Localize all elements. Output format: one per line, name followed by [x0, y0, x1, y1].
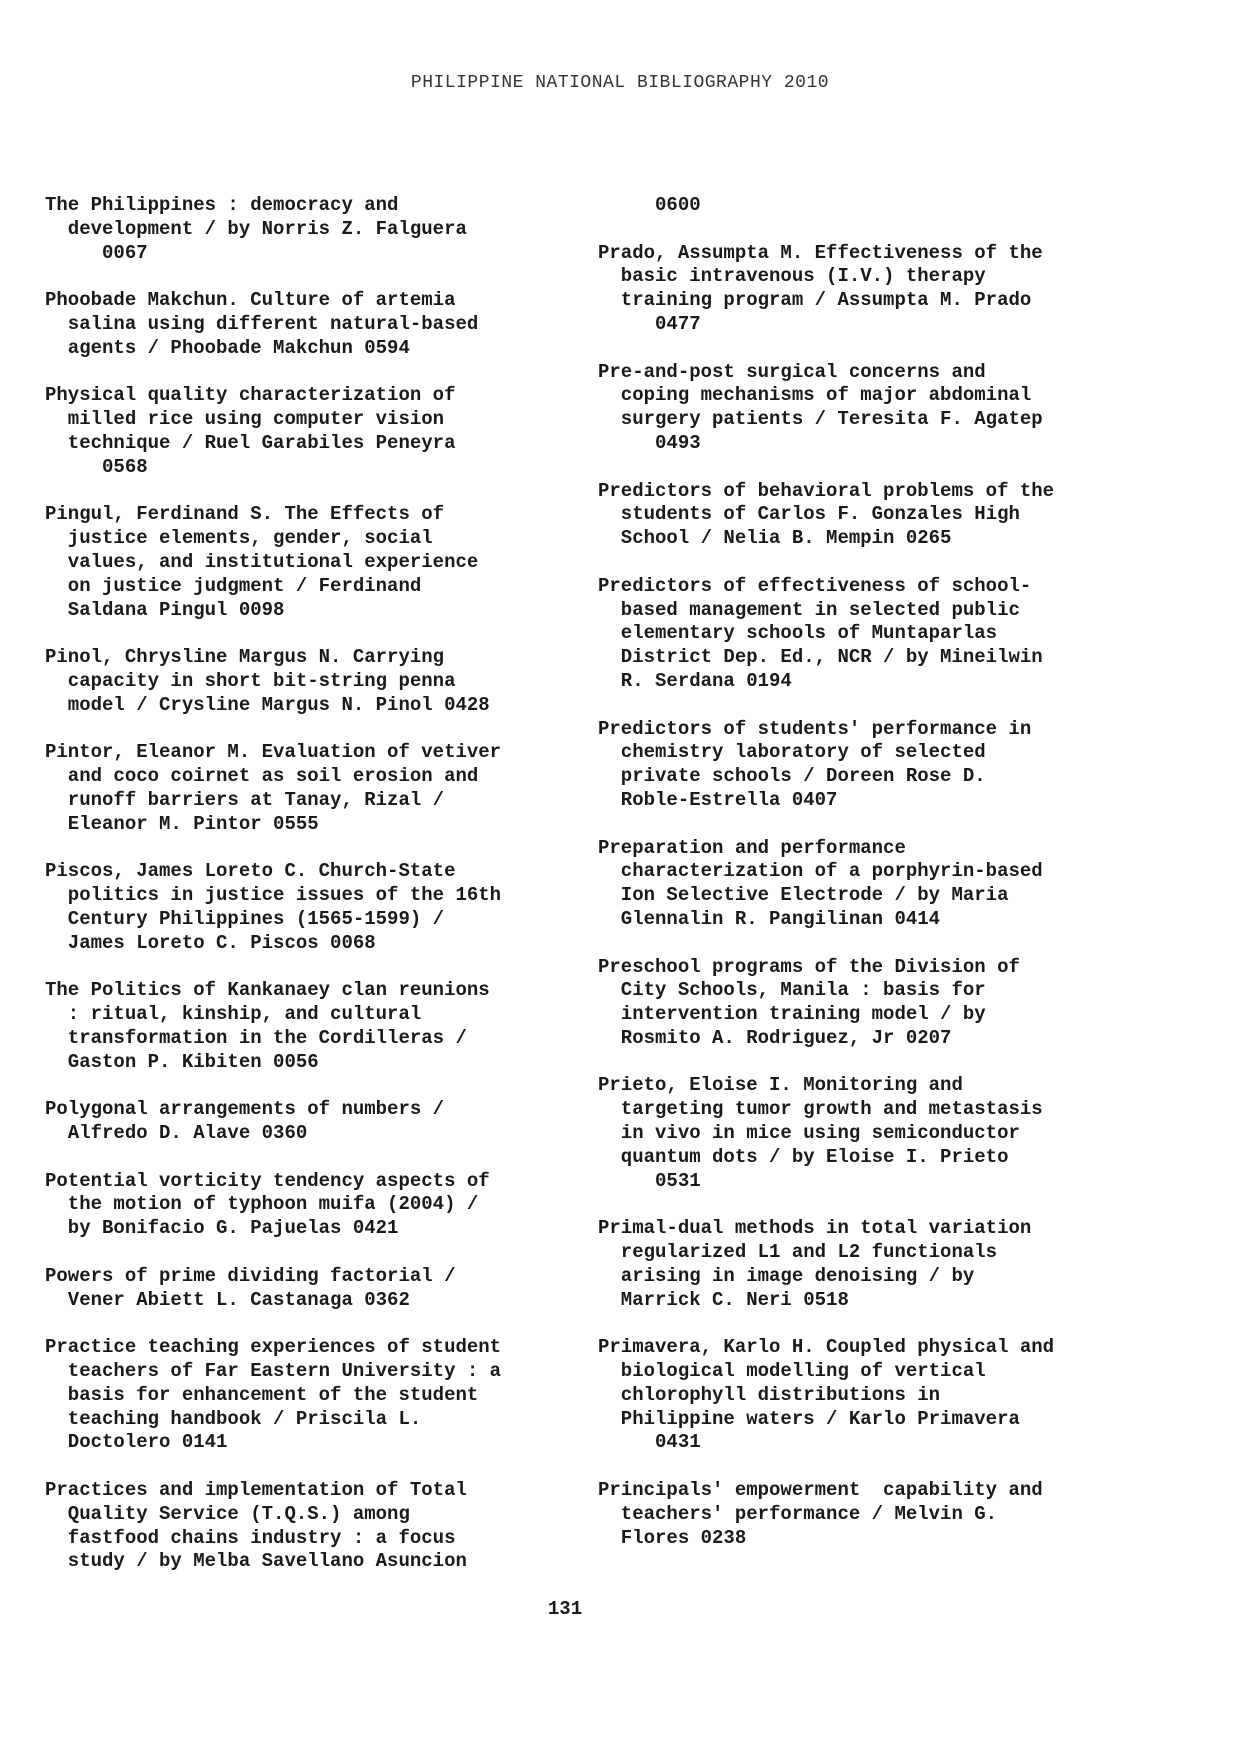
- entry-line: regularized L1 and L2 functionals: [598, 1241, 998, 1264]
- page-number: 131: [547, 1598, 583, 1620]
- entry-line: targeting tumor growth and metastasis: [598, 1098, 1043, 1121]
- bibliography-entry: [598, 575, 1138, 694]
- entry-line: District Dep. Ed., NCR / by Mineilwin: [598, 646, 1043, 669]
- entry-line: R. Serdana 0194: [598, 669, 792, 692]
- entry-line: intervention training model / by: [598, 1003, 986, 1026]
- entry-line: the motion of typhoon muifa (2004) /: [45, 1193, 479, 1216]
- bibliography-entry: [598, 718, 1138, 813]
- bibliography-entry: [45, 1336, 585, 1455]
- bibliography-entry: [45, 1479, 585, 1574]
- bibliography-entry: [598, 837, 1138, 932]
- entry-line: Potential vorticity tendency aspects of: [45, 1169, 490, 1192]
- entry-line: runoff barriers at Tanay, Rizal /: [45, 788, 445, 811]
- bibliography-entry: [598, 1074, 1138, 1193]
- entry-line: surgery patients / Teresita F. Agatep: [598, 408, 1043, 431]
- entry-line: teachers' performance / Melvin G.: [598, 1502, 998, 1525]
- bibliography-entry: [598, 1217, 1138, 1312]
- entry-line: Pintor, Eleanor M. Evaluation of vetiver: [45, 741, 502, 764]
- entry-line: agents / Phoobade Makchun 0594: [45, 336, 410, 359]
- entry-line: Preparation and performance: [598, 836, 906, 859]
- entry-line: Predictors of effectiveness of school-: [598, 574, 1032, 597]
- entry-line: Philippine waters / Karlo Primavera: [598, 1407, 1020, 1430]
- entry-line: Practices and implementation of Total: [45, 1479, 467, 1502]
- entry-line: 0568: [45, 455, 148, 478]
- bibliography-entry: [45, 289, 585, 360]
- entry-line: Doctolero 0141: [45, 1431, 228, 1454]
- entry-line: students of Carlos F. Gonzales High: [598, 503, 1020, 526]
- entry-line: Pinol, Chrysline Margus N. Carrying: [45, 646, 445, 669]
- bibliography-entry: [45, 741, 585, 836]
- right-column: [598, 194, 1138, 1574]
- entry-line: Piscos, James Loreto C. Church-State: [45, 860, 456, 883]
- entry-line: 0493: [598, 431, 701, 454]
- bibliography-entry: [45, 1170, 585, 1241]
- entry-line: Rosmito A. Rodriguez, Jr 0207: [598, 1026, 952, 1049]
- entry-line: basic intravenous (I.V.) therapy: [598, 265, 986, 288]
- entry-line: Glennalin R. Pangilinan 0414: [598, 907, 941, 930]
- entry-line: and coco coirnet as soil erosion and: [45, 765, 479, 788]
- entry-line: Alfredo D. Alave 0360: [45, 1122, 308, 1145]
- entry-line: development / by Norris Z. Falguera: [45, 217, 467, 240]
- bibliography-entry: [598, 480, 1138, 551]
- entry-line: Marrick C. Neri 0518: [598, 1288, 849, 1311]
- bibliography-entry: [598, 1479, 1138, 1550]
- entry-line: study / by Melba Savellano Asuncion: [45, 1550, 467, 1573]
- entry-line: James Loreto C. Piscos 0068: [45, 931, 376, 954]
- entry-line: justice elements, gender, social: [45, 527, 433, 550]
- entry-line: The Politics of Kankanaey clan reunions: [45, 979, 490, 1002]
- entry-line: 0600: [598, 194, 701, 216]
- entry-line: 0431: [598, 1431, 701, 1454]
- entry-line: Predictors of behavioral problems of the: [598, 479, 1055, 502]
- entry-line: Pre-and-post surgical concerns and: [598, 360, 986, 383]
- entry-line: Phoobade Makchun. Culture of artemia: [45, 289, 456, 312]
- entry-line: Roble-Estrella 0407: [598, 788, 838, 811]
- bibliography-entry: [45, 1098, 585, 1146]
- entry-line: Ion Selective Electrode / by Maria: [598, 884, 1009, 907]
- entry-line: in vivo in mice using semiconductor: [598, 1122, 1020, 1145]
- entry-line: Pingul, Ferdinand S. The Effects of: [45, 503, 445, 526]
- entry-line: Century Philippines (1565-1599) /: [45, 907, 445, 930]
- entry-line: capacity in short bit-string penna: [45, 669, 456, 692]
- entry-line: School / Nelia B. Mempin 0265: [598, 527, 952, 550]
- entry-line: politics in justice issues of the 16th: [45, 884, 502, 907]
- bibliography-entry: [598, 361, 1138, 456]
- entry-line: milled rice using computer vision: [45, 408, 445, 431]
- entry-line: fastfood chains industry : a focus: [45, 1526, 456, 1549]
- entry-line: values, and institutional experience: [45, 550, 479, 573]
- entry-line: Quality Service (T.Q.S.) among: [45, 1502, 410, 1525]
- entry-line: private schools / Doreen Rose D.: [598, 765, 986, 788]
- entry-line: Primavera, Karlo H. Coupled physical and: [598, 1336, 1055, 1359]
- entry-line: quantum dots / by Eloise I. Prieto: [598, 1145, 1009, 1168]
- bibliography-entry: [598, 242, 1138, 337]
- entry-line: characterization of a porphyrin-based: [598, 860, 1043, 883]
- entry-line: based management in selected public: [598, 598, 1020, 621]
- entry-line: Practice teaching experiences of student: [45, 1336, 502, 1359]
- entry-line: Polygonal arrangements of numbers /: [45, 1098, 445, 1121]
- entry-line: Vener Abiett L. Castanaga 0362: [45, 1288, 410, 1311]
- entry-line: training program / Assumpta M. Prado: [598, 289, 1032, 312]
- bibliography-entry: [45, 979, 585, 1074]
- entry-line: arising in image denoising / by: [598, 1264, 975, 1287]
- bibliography-entry: [45, 194, 585, 265]
- entry-line: Eleanor M. Pintor 0555: [45, 812, 319, 835]
- bibliography-entry: [45, 1265, 585, 1313]
- entry-line: teaching handbook / Priscila L.: [45, 1407, 422, 1430]
- entry-line: The Philippines : democracy and: [45, 194, 399, 216]
- running-header: PHILIPPINE NATIONAL BIBLIOGRAPHY 2010: [410, 73, 830, 93]
- entry-line: 0477: [598, 312, 701, 335]
- bibliography-entry: [598, 956, 1138, 1051]
- entry-line: 0531: [598, 1169, 701, 1192]
- bibliography-entry: [598, 194, 1138, 218]
- entry-line: model / Crysline Margus N. Pinol 0428: [45, 693, 490, 716]
- entry-line: Flores 0238: [598, 1526, 747, 1549]
- entry-line: on justice judgment / Ferdinand: [45, 574, 422, 597]
- entry-line: Prado, Assumpta M. Effectiveness of the: [598, 241, 1043, 264]
- entry-line: : ritual, kinship, and cultural: [45, 1003, 422, 1026]
- entry-line: Primal-dual methods in total variation: [598, 1217, 1032, 1240]
- entry-line: biological modelling of vertical: [598, 1360, 986, 1383]
- bibliography-entry: [45, 384, 585, 479]
- entry-line: Principals' empowerment capability and: [598, 1479, 1043, 1502]
- entry-line: City Schools, Manila : basis for: [598, 979, 986, 1002]
- entry-line: Prieto, Eloise I. Monitoring and: [598, 1074, 963, 1097]
- entry-line: Saldana Pingul 0098: [45, 598, 285, 621]
- entry-line: basis for enhancement of the student: [45, 1383, 479, 1406]
- entry-line: technique / Ruel Garabiles Peneyra: [45, 431, 456, 454]
- bibliography-entry: [45, 646, 585, 717]
- entry-line: Powers of prime dividing factorial /: [45, 1264, 456, 1287]
- bibliography-entry: [45, 860, 585, 955]
- bibliography-entry: [598, 1336, 1138, 1455]
- entry-line: Preschool programs of the Division of: [598, 955, 1020, 978]
- entry-line: coping mechanisms of major abdominal: [598, 384, 1032, 407]
- entry-line: Gaston P. Kibiten 0056: [45, 1050, 319, 1073]
- entry-line: elementary schools of Muntaparlas: [598, 622, 998, 645]
- entry-line: salina using different natural-based: [45, 312, 479, 335]
- entry-line: transformation in the Cordilleras /: [45, 1026, 467, 1049]
- entry-line: chemistry laboratory of selected: [598, 741, 986, 764]
- entry-line: Physical quality characterization of: [45, 384, 456, 407]
- entry-line: chlorophyll distributions in: [598, 1383, 941, 1406]
- entry-line: 0067: [45, 241, 148, 264]
- entry-line: by Bonifacio G. Pajuelas 0421: [45, 1217, 399, 1240]
- entry-line: Predictors of students' performance in: [598, 717, 1032, 740]
- bibliography-entry: [45, 503, 585, 622]
- entry-line: teachers of Far Eastern University : a: [45, 1360, 502, 1383]
- left-column: [45, 194, 585, 1598]
